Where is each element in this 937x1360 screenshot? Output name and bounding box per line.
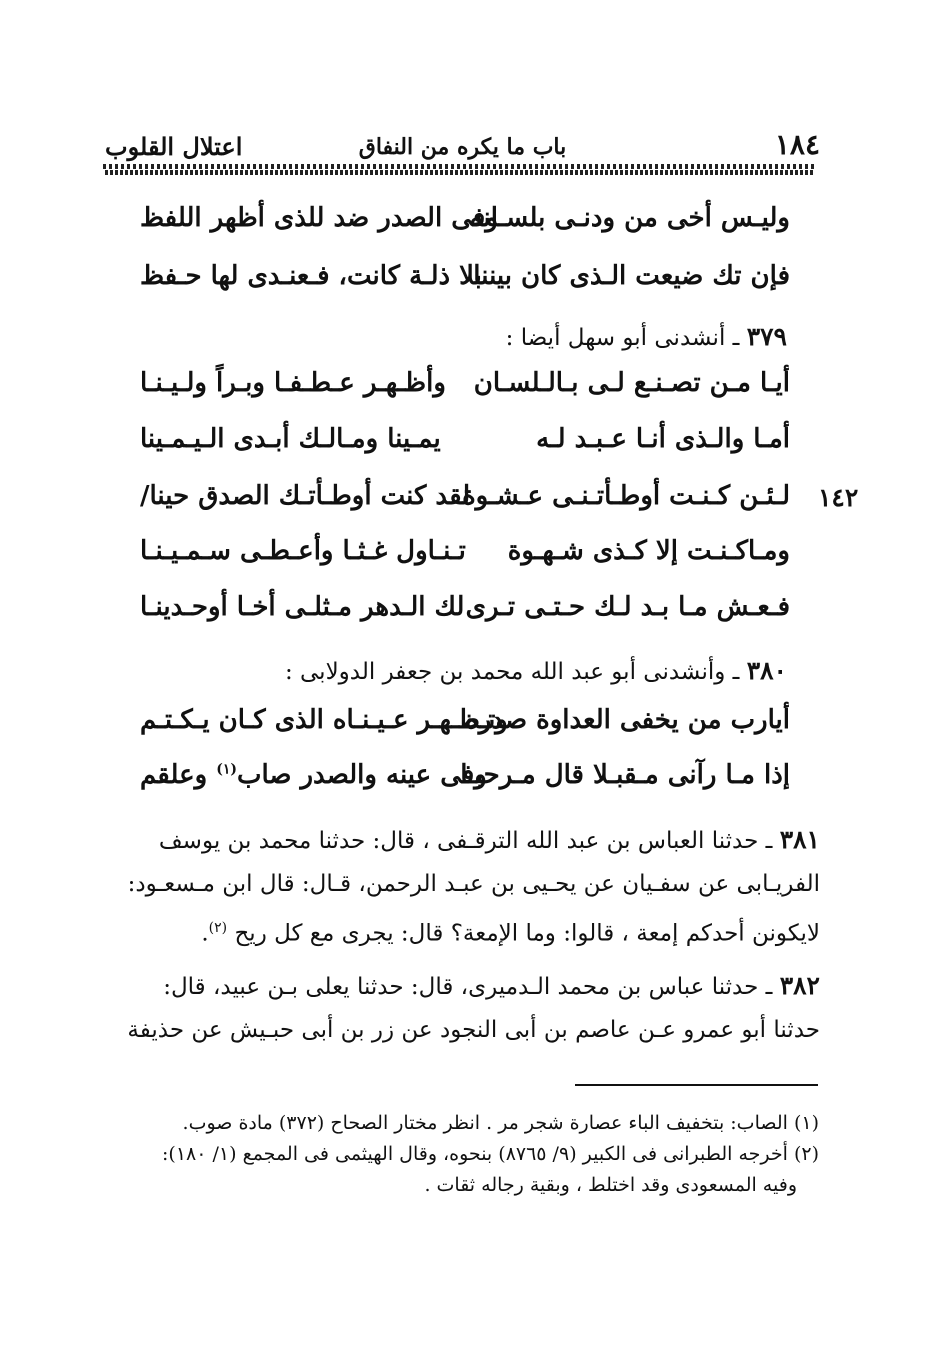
verse-line — [140, 592, 790, 638]
verse-first-hemistich: ومـاكـنـت إلا كـذى شـهـوة — [507, 536, 790, 566]
chapter-title: باب ما يكره من النفاق — [358, 134, 567, 160]
verse-line — [140, 760, 790, 806]
hemistich-text: وفى عينه والصدر صاب — [236, 760, 487, 790]
intro-380 — [285, 656, 787, 685]
verse-first-hemistich: أمـا والـذى أنـا عـبـد لـه — [536, 424, 790, 454]
verse-second-hemistich: لقد كنت أوطـأتـك الصدق حينا/ — [140, 481, 471, 511]
verse-second-hemistich: بلا ذلـة كانت، فـعنـدى لها حـفظ — [140, 261, 482, 291]
footnote-separator — [575, 1084, 818, 1086]
verse-second-hemistich: وأظـهـر عـطـفـا وبـراً ولـيـنـا — [140, 368, 446, 398]
verse-first-hemistich: فـعـش مـا بـد لـك حـتـى تـرى — [465, 592, 790, 622]
paragraph-381 — [115, 818, 820, 950]
footnote-marker: (١) — [216, 761, 237, 778]
verse-line — [140, 203, 790, 249]
paragraph-382 — [115, 964, 820, 1052]
verse-first-hemistich: وليـس أخى من ودنـى بلسـانه — [469, 203, 790, 233]
verse-first-hemistich: لـئـن كـنـت أوطـأتـنـى عـشـوة — [462, 481, 790, 511]
prose-line: الفريـابى عن سفـيان عن يحـيى بن عبـد الرحمن، قـال: قال ابن مـسعـود: — [127, 871, 820, 897]
verse-line — [140, 261, 790, 307]
verse-second-hemistich: وفى الصدر ضد للذى أظهر اللفظ — [140, 203, 498, 233]
page-header — [105, 128, 820, 164]
intro-text: ـ أنشدنى أبو سهل أيضا : — [505, 325, 747, 351]
verse-line — [140, 481, 790, 527]
prose-text: ـ حدثنا العباس بن عبد الله الترقـفى ، قال: حدثنا محمد بن يوسف — [158, 828, 780, 854]
verse-line — [140, 424, 790, 470]
verse-first-hemistich: فإن تك ضيعت الـذى كان بيننا — [473, 261, 790, 291]
intro-text: ـ وأنشدنى أبو عبد الله محمد بن جعفر الدولابى : — [284, 659, 747, 685]
prose-line — [115, 818, 820, 862]
footnote-2-continued: وفيه المسعودى وقد اختلط ، وبقية رجاله ثقات . — [424, 1174, 797, 1196]
verse-line — [140, 705, 790, 751]
verse-second-hemistich: يمـينا ومـالـك أبـدى الـيـمـينا — [140, 424, 441, 454]
margin-page-number: ١٤٢ — [818, 483, 859, 512]
hemistich-text-end: وعلقم — [140, 760, 217, 790]
item-number: ٣٨٢ — [779, 971, 820, 1000]
footnotes — [114, 1108, 819, 1201]
footnote-marker: (٢) — [208, 920, 228, 936]
prose-text: ـ حدثنا عباس بن محمد الـدميرى، قال: حدثنا يعلى بـن عبيد، قال: — [163, 974, 780, 1000]
item-number: ٣٧٩ — [746, 322, 787, 351]
page-number: ١٨٤ — [774, 128, 820, 161]
prose-text: لايكونن أحدكم إمعة ، قالوا: وما الإمعة؟ قال: يجرى مع كل ريح — [234, 920, 820, 947]
header-ornament-rule — [103, 164, 815, 175]
item-number: ٣٨١ — [779, 825, 820, 854]
book-title: اعتلال القلوب — [105, 132, 243, 161]
footnote-2: (٢) أخرجه الطبرانى فى الكبير (٩/ ٨٧٦٥) بنحوه، وقال الهيثمى فى المجمع (١/ ١٨٠): — [162, 1143, 819, 1165]
verse-first-hemistich: إذا مـا رآنى مـقبـلا قال مـرحبـا — [460, 760, 790, 790]
prose-line — [115, 964, 820, 1008]
verse-first-hemistich: أيارب من يخفى العداوة صدره — [465, 705, 790, 735]
verse-second-hemistich: تـنـاول غـثـا وأعـطـى سـمـيـنـا — [140, 536, 466, 566]
prose-line: حدثنا أبو عمرو عـن عاصم بن أبى النجود عن زر بن أبى حبـيش عن حذيفة — [127, 1017, 820, 1043]
item-number: ٣٨٠ — [746, 656, 787, 685]
verse-second-hemistich — [140, 760, 487, 790]
verse-second-hemistich: لك الـدهر مـثلـى أخـا أوحـدينـا — [140, 592, 465, 622]
footnote-1: (١) الصاب: بتخفيف الباء عصارة شجر مر . انظر مختار الصحاح (٣٧٢) مادة صوب. — [182, 1112, 819, 1134]
verse-line — [140, 536, 790, 582]
prose-line: لايكونن أحدكم إمعة ، قالوا: وما الإمعة؟ قال: يجرى مع كل ريح $^{(٢)}$. — [201, 920, 820, 947]
verse-line — [140, 368, 790, 414]
verse-second-hemistich: وتـظـهـر عـيـنـاه الذى كـان يـكـتـم — [140, 705, 508, 735]
intro-379 — [506, 322, 787, 351]
verse-first-hemistich: أيـا مـن تصـنـع لـى بـالـلسـان — [473, 368, 790, 398]
